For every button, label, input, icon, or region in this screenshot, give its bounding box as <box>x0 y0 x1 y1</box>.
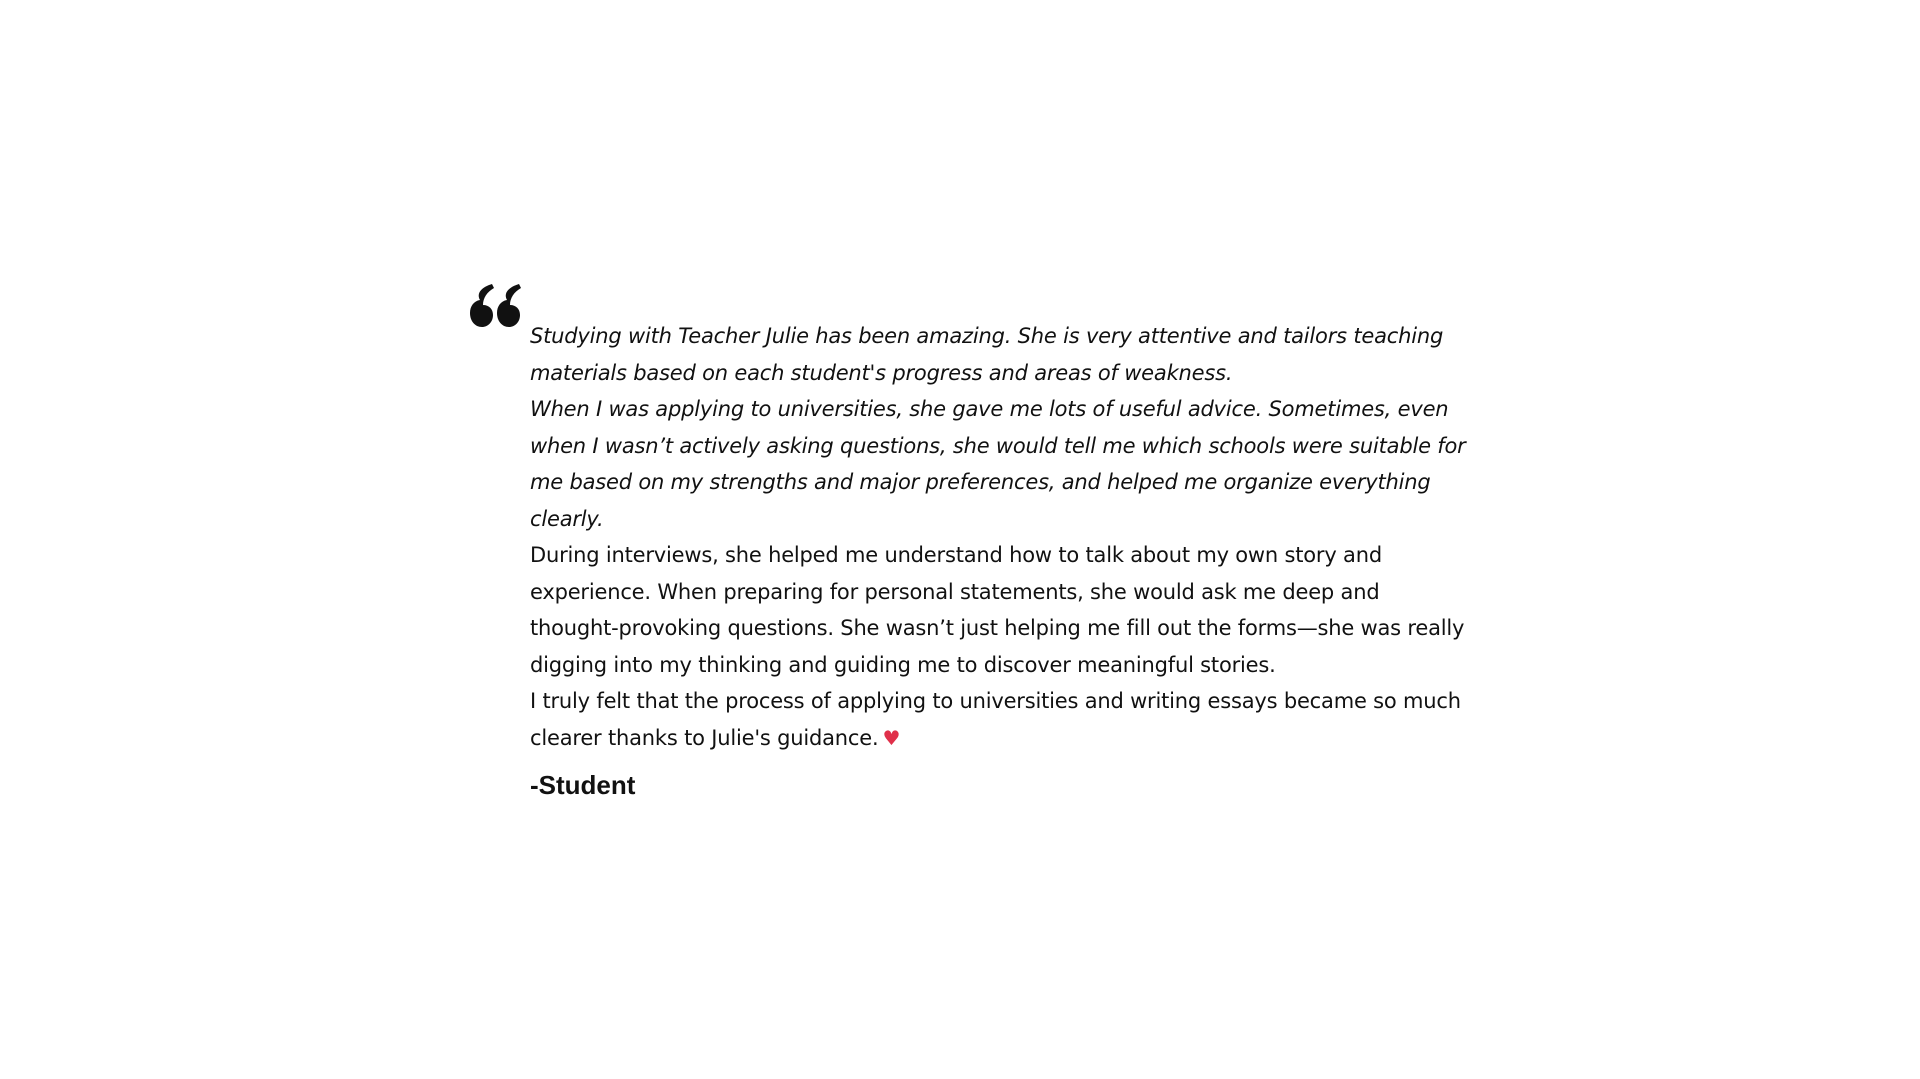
testimonial-paragraph-1: Studying with Teacher Julie has been amazing. She is very attentive and tailors teaching materials based on each student's progress and areas of weakness. <box>530 324 1444 385</box>
testimonial-paragraph-3: During interviews, she helped me understand how to talk about my own story and experience. When preparing for personal statements, she would ask me deep and thought-provoking questions. She wasn’t just helping me fill out the forms—she was really digging into my thinking and guiding me to discover meaningful stories. <box>530 543 1465 677</box>
testimonial-paragraph-4-text: I truly felt that the process of applying to universities and writing essays became so much clearer thanks to Julie's guidance. <box>530 689 1461 750</box>
testimonial-paragraph-2: When I was applying to universities, she gave me lots of useful advice. Sometimes, even when I wasn’t actively asking questions, she would tell me which schools were suitable for me based on my strengths and major preferences, and helped me organize everything clearly. <box>530 397 1466 531</box>
testimonial-author: -Student <box>530 770 636 800</box>
testimonial-body <box>530 318 1470 802</box>
quote-mark-icon <box>468 280 522 330</box>
heart-icon: ♥ <box>882 725 901 750</box>
testimonial-paragraph-4 <box>530 683 1470 756</box>
